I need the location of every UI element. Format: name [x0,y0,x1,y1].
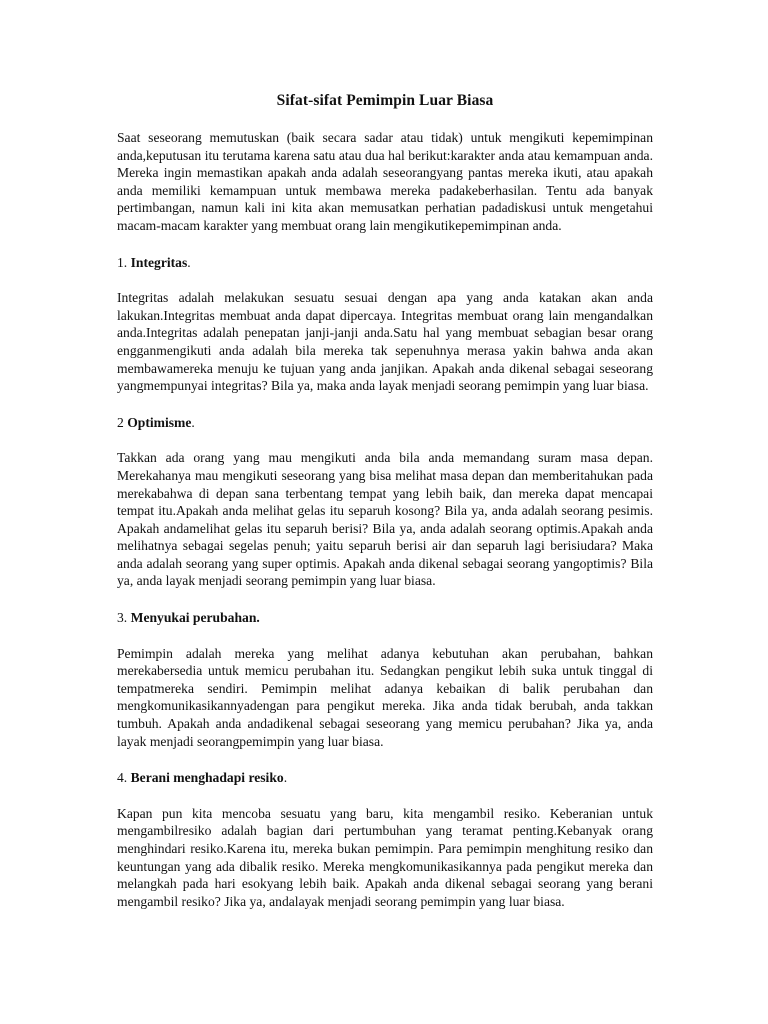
section-heading-berani-menghadapi-resiko [117,769,653,787]
section-number: 1. [117,254,128,270]
section-body-menyukai-perubahan: Pemimpin adalah mereka yang melihat adanya kebutuhan akan perubahan, bahkan merekabersedia untuk memicu perubahan itu. Sedangkan pengikut lebih suka untuk tinggal di tempatmereka sendiri. Pemimpin melihat adanya kebaikan di balik perubahan dan mengkomunikasikannyadengan para pengikut mereka. Jika anda tidak berubah, anda takkan tumbuh. Apakah anda andadikenal sebagai seseorang yang memicu perubahan? Jika ya, anda layak menjadi seorangpemimpin yang luar biasa. [117,645,653,749]
section-title: Integritas [130,254,188,270]
spacer [117,627,653,645]
section-number: 4. [117,770,128,786]
section-heading-integritas [117,254,653,272]
section-suffix: . [283,770,288,786]
section-body-optimisme: Takkan ada orang yang mau mengikuti anda bila anda memandang suram masa depan. Merekahanya mau mengikuti seseorang yang bisa melihat masa depan dan memberitahukan pada merekabahwa di depan sana terbentang tempat yang lebih baik, dan mereka dapat mencapai tempat itu.Apakah anda melihat gelas itu separuh kosong? Bila ya, anda adalah seorang pesimis. Apakah andamelihat gelas itu separuh berisi? Bila ya, anda adalah seorang optimis.Apakah anda melihatnya sebagai segelas penuh; yaitu separuh berisi air dan separuh lagi berisiudara? Maka anda adalah seorang yang super optimis. Apakah anda dikenal sebagai seorang yangoptimis? Bila ya, anda layak menjadi seorang pemimpin yang luar biasa. [117,450,653,589]
section-title: Berani menghadapi resiko [130,770,284,786]
spacer [117,431,653,449]
section-body-berani-menghadapi-resiko: Kapan pun kita mencoba sesuatu yang baru, kita mengambil resiko. Keberanian untuk mengambilresiko adalah bagian dari pertumbuhan yang teramat penting.Kebanyak orang menghindari resiko.Karena itu, mereka bukan pemimpin. Para pemimpin menghitung resiko dan keuntungan yang ada dibalik resiko. Mereka mengkomunikasikannya pada pengikut mereka dan melangkah pada hari esokyang lebih baik. Apakah anda dikenal sebagai seorang yang berani mengambil resiko? Jika ya, andalayak menjadi seorang pemimpin yang luar biasa. [117,805,653,909]
section-heading-optimisme [117,414,653,432]
document-title: Sifat-sifat Pemimpin Luar Biasa [276,92,494,109]
section-heading-menyukai-perubahan [117,609,653,627]
intro-paragraph: Saat seseorang memutuskan (baik secara sadar atau tidak) untuk mengikuti kepemimpinan anda,keputusan itu terutama karena satu atau dua hal berikut:karakter anda atau kemampuan anda. Mereka ingin memastikan apakah anda adalah seseorangyang pantas mereka ikuti, atau apakah anda memiliki kemampuan untuk membawa mereka padakeberhasilan. Tentu ada banyak pertimbangan, namun kali ini kita akan memusatkan perhatian padadiskusi untuk mengetahui macam-macam karakter yang membuat orang lain mengikutikepemimpinan anda. [117,130,653,233]
section-title: Menyukai perubahan. [130,610,260,626]
spacer [117,750,653,769]
spacer [117,235,653,254]
section-suffix: . [191,414,195,430]
section-title: Optimisme [127,414,192,430]
spacer [117,395,653,414]
spacer [117,271,653,289]
section-number: 2 [117,414,124,430]
section-suffix: . [187,254,191,270]
section-number: 3. [117,610,128,626]
spacer [117,590,653,609]
spacer [117,787,653,805]
section-body-integritas: Integritas adalah melakukan sesuatu sesuai dengan apa yang anda katakan akan anda lakukan.Integritas membuat anda dapat dipercaya. Integritas membuat orang lain mengandalkan anda.Integritas adalah penepatan janji-janji anda.Satu hal yang membuat sebagian besar orang engganmengikuti anda adalah bila mereka tak sepenuhnya merasa yakin bahwa anda akan membawamereka menuju ke tujuan yang anda janjikan. Apakah anda dikenal sebagai seseorang yangmempunyai integritas? Bila ya, maka anda layak menjadi seorang pemimpin yang luar biasa. [117,290,653,394]
